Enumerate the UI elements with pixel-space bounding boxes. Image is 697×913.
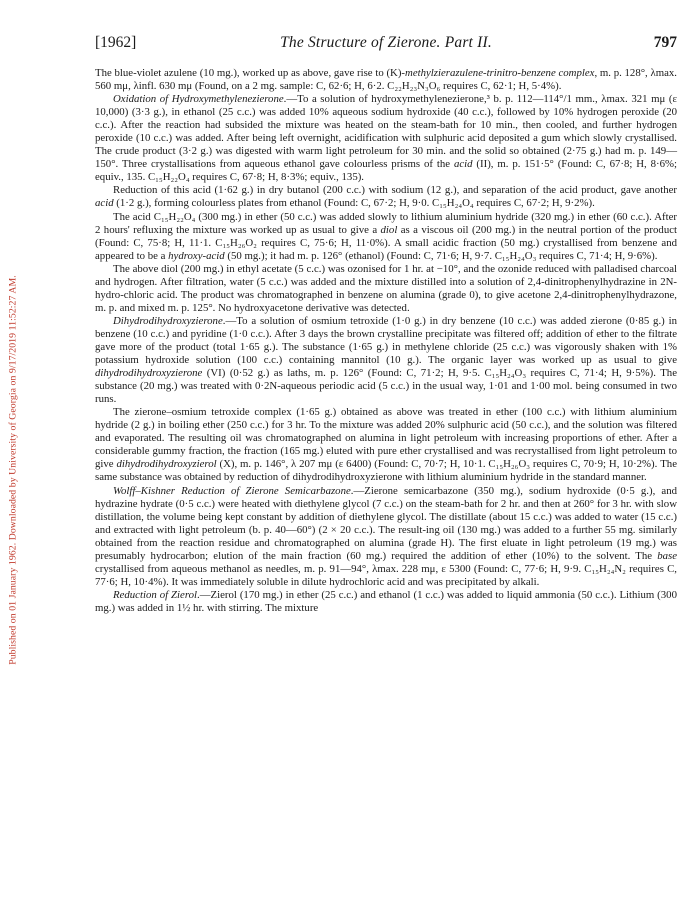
text-run: The zierone–osmium tetroxide complex (1·65 g.) obtained as above was treated in ether (100 c.c.) with lithium aluminium hydride (2 g.) in boiling ether (250 c.c.) for 3 hr. To the mixture was added 20% sulphuric acid (50 c.c.), and the solution was filtered and evaporated. The resulting oil was chromatographed on alumina in light petroleum with increasing proportions of ether. After a considerable gummy fraction, the fraction (165 mg.) eluted with pure ether crystallised and was recrystallised from light petroleum to give xyxy=(95,406,677,471)
paragraph-reduction-acid xyxy=(95,184,677,210)
text-run: .—Zierol (170 mg.) in ether (25 c.c.) and ethanol (1 c.c.) was added to liquid ammonia (50 c.c.). Lithium (300 mg.) was added in 1½ hr. with stirring. The mixture xyxy=(95,588,677,614)
header-year: [1962] xyxy=(95,34,137,51)
text-run: .—To a solution of osmium tetroxide (1·0 g.) in dry benzene (10 c.c.) was added zierone (0·85 g.) in benzene (10 c.c.) and pyridine (1·0 c.c.). After 3 days the brown crystalline precipitate was filtered off; addition of ether to the filtrate gave more of the product (total 1·65 g.). The substance (1·65 g.) in methylene chloride (25 c.c.) was vigorously shaken with 1% potassium hydroxide solution (100 c.c.) containing mannitol (10 g.). The organic layer was worked up as usual to give xyxy=(95,314,677,367)
text-run: crystallised from aqueous methanol as needles, m. p. 91—94°, λmax. 228 mμ, ε 5300 (Found: C, 77·6; H, 9·9. C₁₅H₂₄N₂ requires C, 77·6; H, 10·4%). It was immediately soluble in dilute hydrochloric acid and was precipitated by alkali. xyxy=(95,562,677,588)
compound-name: base xyxy=(657,549,677,562)
compound-name: acid xyxy=(95,197,114,210)
paragraph-dihydrodihydroxyzierone xyxy=(95,315,677,406)
compound-name: diol xyxy=(380,223,398,236)
compound-name: methylzierazulene-trinitro-benzene complex xyxy=(405,67,595,79)
text-run: (II), m. p. 151·5° (Found: C, 67·8; H, 8·6%; equiv., 135. C₁₅H₂₂O₄ requires C, 67·8; H, 8·3%; equiv., 135). xyxy=(95,158,677,184)
paragraph-ozonolysis xyxy=(95,263,677,315)
article-body xyxy=(95,67,677,615)
compound-name: acid xyxy=(453,158,473,171)
page-header xyxy=(95,34,677,56)
paragraph-reduction-zierol xyxy=(95,589,677,615)
paragraph-oxidation xyxy=(95,93,677,184)
paragraph-wolff-kishner xyxy=(95,485,677,589)
text-run: (VI) (0·52 g.) as laths, m. p. 126° (Found: C, 71·2; H, 9·5. C₁₅H₂₄O₃ requires C, 71·4; H, 9·5%). The substance (20 mg.) was treated with 0·2N-aqueous periodic acid (5 c.c.) in the usual way, 1·01 and 1·00 mol. being consumed in two runs. xyxy=(95,367,677,406)
download-watermark xyxy=(6,150,20,790)
compound-name: dihydrodihydroxyzierol xyxy=(116,458,217,471)
compound-name: dihydrodihydroxyzierone xyxy=(95,367,203,380)
section-heading: Reduction of Zierol xyxy=(113,588,198,601)
paragraph-azulene-complex xyxy=(95,67,677,93)
text-run: (50 mg.); it had m. p. 126° (ethanol) (Found: C, 71·6; H, 9·7. C₁₅H₂₄O₃ requires C, 71·4; H, 9·6%). xyxy=(224,249,658,262)
page-number: 797 xyxy=(653,34,677,51)
compound-name: hydroxy-acid xyxy=(168,249,225,262)
text-run: The acid C₁₅H₂₂O₄ (300 mg.) in ether (50 c.c.) was added slowly to lithium aluminium hydride (320 mg.) in ether (60 c.c.). After 2 hours' refluxing the mixture was worked up as usual to give a xyxy=(95,210,677,236)
paragraph-diol xyxy=(95,211,677,263)
section-heading: Dihydrodihydroxyzierone xyxy=(113,314,223,327)
running-title: The Structure of Zierone. Part II. xyxy=(280,34,492,51)
section-heading: Oxidation of Hydroxymethylenezierone xyxy=(113,93,284,106)
text-run: , m. p. 128°, λmax. 560 mμ, λinfl. 630 mμ (Found, on a 2 mg. sample: C, 62·6; H, 6·2. C₂₂H₂₃N₃O₆ requires C, 62·1; H, 5·4%). xyxy=(95,67,677,93)
text-run: .—Zierone semicarbazone (350 mg.), sodium hydroxide (0·5 g.), and hydrazine hydrate (0·5 c.c.) were heated with diethylene glycol (7 c.c.) on the steam-bath for 2 hr. and then at 260° for 3 hr. with slow distillation, the volume being kept constant by addition of diethylene glycol. The distillate (about 15 c.c.) was added to water (15 c.c.) and extracted with light petroleum (b. p. 40—60°) (2 × 20 c.c.). The result-ing oil (130 mg.) was added to a further 55 mg. similarly obtained from the reaction residue and chromatographed on alumina (grade H). The first eluate in light petroleum (19 mg.) was presumably hydrocarbon; elution of the main fraction (60 mg.) required the addition of ether (10%) to the solvent. The xyxy=(95,484,677,562)
text-run: (X), m. p. 146°, λ 207 mμ (ε 6400) (Found: C, 70·7; H, 10·1. C₁₅H₂₆O₃ requires C, 70·9; H, 10·2%). The same substance was obtained by reduction of dihydrodihydroxyzierone with lithium aluminium hydride in the standard manner. xyxy=(95,458,677,484)
text-run: as a viscous oil (200 mg.) in the neutral portion of the product (Found: C, 75·8; H, 11·1. C₁₅H₂₆O₂ requires C, 75·6; H, 11·0%). A small acidic fraction (50 mg.) crystallised from benzene and appeared to be a xyxy=(95,223,678,262)
download-watermark-text: Published on 01 January 1962. Downloaded by University of Georgia on 9/17/2019 11:52:27 AM. xyxy=(7,275,19,665)
paragraph-osmium-complex xyxy=(95,406,677,484)
section-heading: Wolff–Kishner Reduction of Zierone Semicarbazone xyxy=(113,484,351,497)
text-run: The blue-violet azulene (10 mg.), worked up as above, gave rise to (K)- xyxy=(95,67,406,79)
text-run: Reduction of this acid (1·62 g.) in dry butanol (200 c.c.) with sodium (12 g.), and separation of the acid product, gave another xyxy=(113,184,677,197)
text-run: The above diol (200 mg.) in ethyl acetate (5 c.c.) was ozonised for 1 hr. at −10°, and the ozonide reduced with palladised charcoal and hydrogen. After filtration, water (5 c.c.) was added and the mixture distilled into a solution of 2,4-dinitrophenylhydrazine in 2N-hydro-chloric acid. The product was chromatographed in benzene on alumina (grade 0), to give acetone 2,4-dinitrophenylhydrazone, m. p. and mixed m. p. 125°. No hydroxyacetone derivative was detected. xyxy=(95,262,677,314)
text-run: .—To a solution of hydroxymethylenezierone,³ b. p. 112—114°/1 mm., λmax. 321 mμ (ε 10,000) (3·3 g.), in ethanol (25 c.c.) was added 10% aqueous sodium hydroxide (40 c.c.), followed by 10% hydrogen peroxide (20 c.c.). After the reaction had subsided the mixture was heated on the steam-bath for 10 min., then cooled, and further hydrogen peroxide (10 c.c.) was added. After being left overnight, acidification with sulphuric acid deposited a gum which slowly crystallised. The crude product (3·2 g.) was digested with warm light petroleum for 30 min. and the solid so obtained (2·75 g.) had m. p. 149—150°. Three crystallisations from aqueous ethanol gave colourless prisms of the xyxy=(95,93,677,171)
text-run: (1·2 g.), forming colourless plates from ethanol (Found: C, 67·2; H, 9·0. C₁₅H₂₄O₄ requires C, 67·2; H, 9·2%). xyxy=(113,197,595,210)
